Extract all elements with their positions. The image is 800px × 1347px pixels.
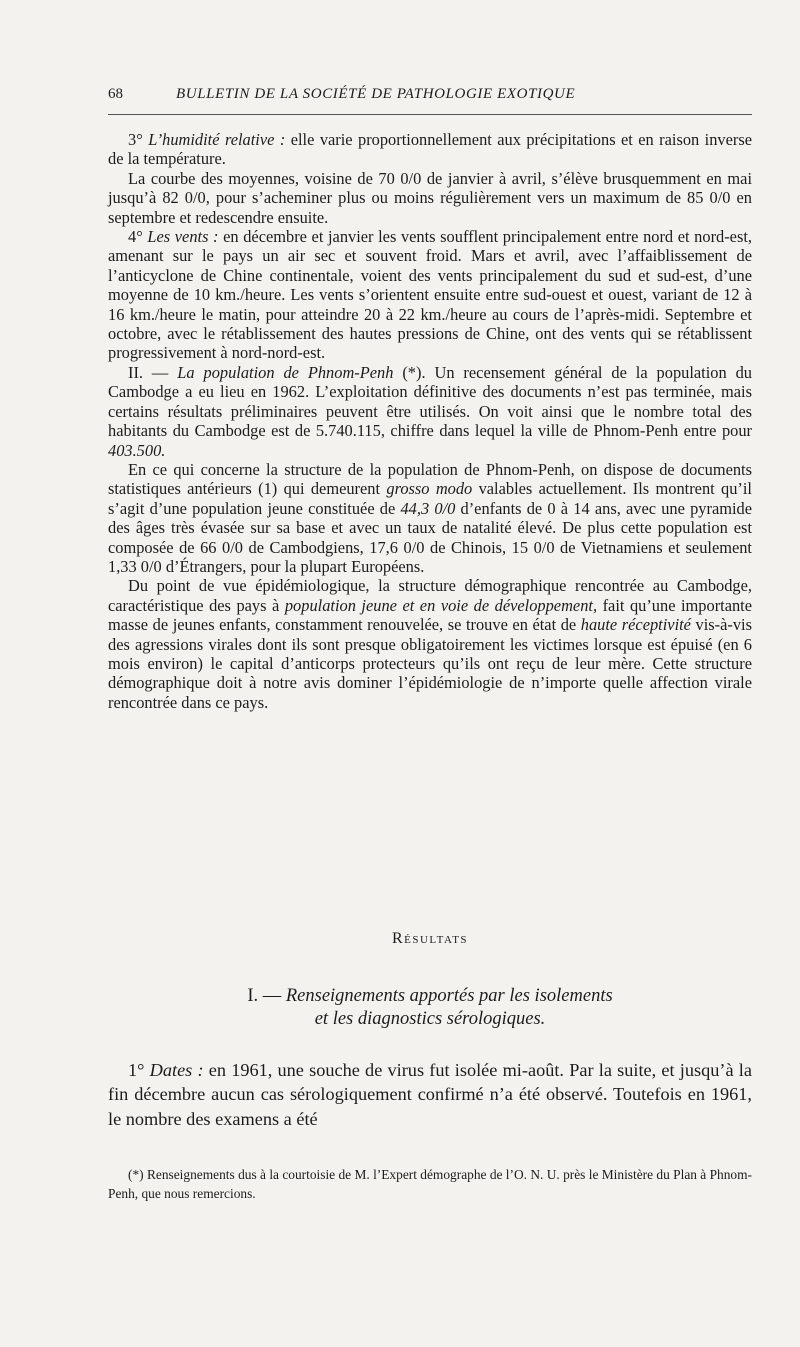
paragraph-text: en 1961, une souche de virus fut isolée mi-août. Par la suite, et jusqu’à la fin décembre aucun cas sérologiquement confirmé n’a été observé. Toutefois en 1961, le nombre des examens a été xyxy=(108,1060,752,1129)
paragraph-text: en décembre et janvier les vents soufflent principalement entre nord et nord-est, amenant sur le pays un air sec et souvent froid. Mars et avril, avec l’affaiblissement de l’anticyclone de Chine continentale, voient des vents principalement du sud et sud-est, d’une moyenne de 10 km./heure. Les vents s’orientent ensuite entre sud-ouest et ouest, variant de 12 à 16 km./heure le matin, pour atteindre 20 à 22 km./heure au cours de l’après-midi. Septembre et octobre, avec le rétablissement des hautes pressions de Chine, ont des vents qui se rétablissent progressivement à nord-nord-est. xyxy=(108,227,752,363)
paragraph-label-italic: Les vents : xyxy=(147,227,219,247)
paragraph-winds xyxy=(108,227,752,363)
italic-phrase: haute réceptivité xyxy=(580,615,691,635)
paragraph-label-italic: L’humidité relative : xyxy=(148,130,286,149)
paragraph-label-italic: Dates : xyxy=(149,1060,204,1080)
paragraph-humidity xyxy=(108,130,752,169)
subheading-line-1 xyxy=(108,985,752,1008)
subheading-line-2 xyxy=(108,1008,752,1031)
paragraph-label-italic: La population de Phnom-Penh xyxy=(177,362,394,382)
paragraph-text: vis-à-vis des agressions virales dont ils sont presque obligatoirement les victimes lorsque est épuisé (en 6 mois environ) le capital d’anticorps protecteurs qu’ils ont reçu de leur mère. Cette structure démographique doit à notre avis dominer l’épidémiologie de n’importe quelle affection virale rencontrée dans ce pays. xyxy=(108,615,752,712)
footnote xyxy=(108,1165,752,1203)
paragraph-label: 4° xyxy=(128,227,148,247)
paragraph-epidemiology xyxy=(108,576,752,712)
page-header xyxy=(108,86,752,115)
paragraph-text: En ce qui concerne la structure de la population de Phnom-Penh, on dispose de documents statistiques antérieurs (1) qui demeurent xyxy=(108,459,752,499)
italic-phrase: population jeune et en voie de développement, xyxy=(284,595,598,615)
subheading-title: Renseignements apportés par les isolements xyxy=(285,986,613,1006)
paragraph-humidity-curve: La courbe des moyennes, voisine de 70 0/0 de janvier à avril, s’élève brusquemment en mai jusqu’à 82 0/0, pour s’acheminer plus ou moins régulièrement vers un maximum de 85 0/0 en septembre et redescendre ensuite. xyxy=(108,168,752,227)
subheading-prefix: I. — xyxy=(247,986,286,1006)
section-heading: Résultats xyxy=(391,930,469,947)
document-page xyxy=(108,0,752,1347)
paragraph-text: (*). Un recensement général de la population du Cambodge a eu lieu en 1962. L’exploitation définitive des documents n’est pas terminée, mais certains résultats préliminaires peuvent être utilisés. On voit ainsi que le nombre total des habitants du Cambodge est de 5.740.115, chiffre dans lequel la ville de Phnom-Penh entre pour xyxy=(108,362,752,441)
paragraph-text: fait qu’une importante masse de jeunes enfants, constamment renouvelée, se trouve en état de xyxy=(108,595,753,635)
population-number: 403.500. xyxy=(108,440,166,460)
paragraph-population xyxy=(108,363,752,460)
paragraph-label: 1° xyxy=(128,1060,150,1080)
paragraph-text: d’enfants de 0 à 14 ans, avec une pyramide des âges très évasée sur sa base et avec un taux de natalité élevé. De plus cette population est composée de 66 0/0 de Cambodgiens, 17,6 0/0 de Chinois, 15 0/0 de Vietnamiens et seulement 1,33 0/0 d’Étrangers, pour la plupart Européens. xyxy=(108,498,753,576)
page-number: 68 xyxy=(108,86,123,102)
running-head: BULLETIN DE LA SOCIÉTÉ DE PATHOLOGIE EXOTIQUE xyxy=(176,86,576,102)
paragraph-label: II. — xyxy=(128,362,178,382)
body-text xyxy=(108,130,752,712)
footnote-text: (*) Renseignements dus à la courtoisie de M. l’Expert démographe de l’O. N. U. près le Ministère du Plan à Phnom-Penh, que nous remercions. xyxy=(108,1167,753,1201)
paragraph-text: Du point de vue épidémiologique, la structure démographique rencontrée au Cambodge, caractéristique des pays à xyxy=(108,576,752,615)
lower-text xyxy=(108,1058,752,1131)
paragraph-text: valables actuellement. Ils montrent qu’il s’agit d’une population jeune constituée de xyxy=(108,479,752,518)
subheading xyxy=(108,985,752,1031)
paragraph-structure xyxy=(108,460,752,576)
subheading-title-continued: et les diagnostics sérologiques. xyxy=(314,1009,546,1029)
paragraph-label: 3° xyxy=(128,130,149,149)
paragraph-text: elle varie proportionnellement aux précipitations et en raison inverse de la température. xyxy=(108,130,752,169)
italic-phrase: grosso modo xyxy=(386,479,473,499)
paragraph-dates xyxy=(108,1058,752,1131)
italic-phrase: 44,3 0/0 xyxy=(400,498,456,518)
